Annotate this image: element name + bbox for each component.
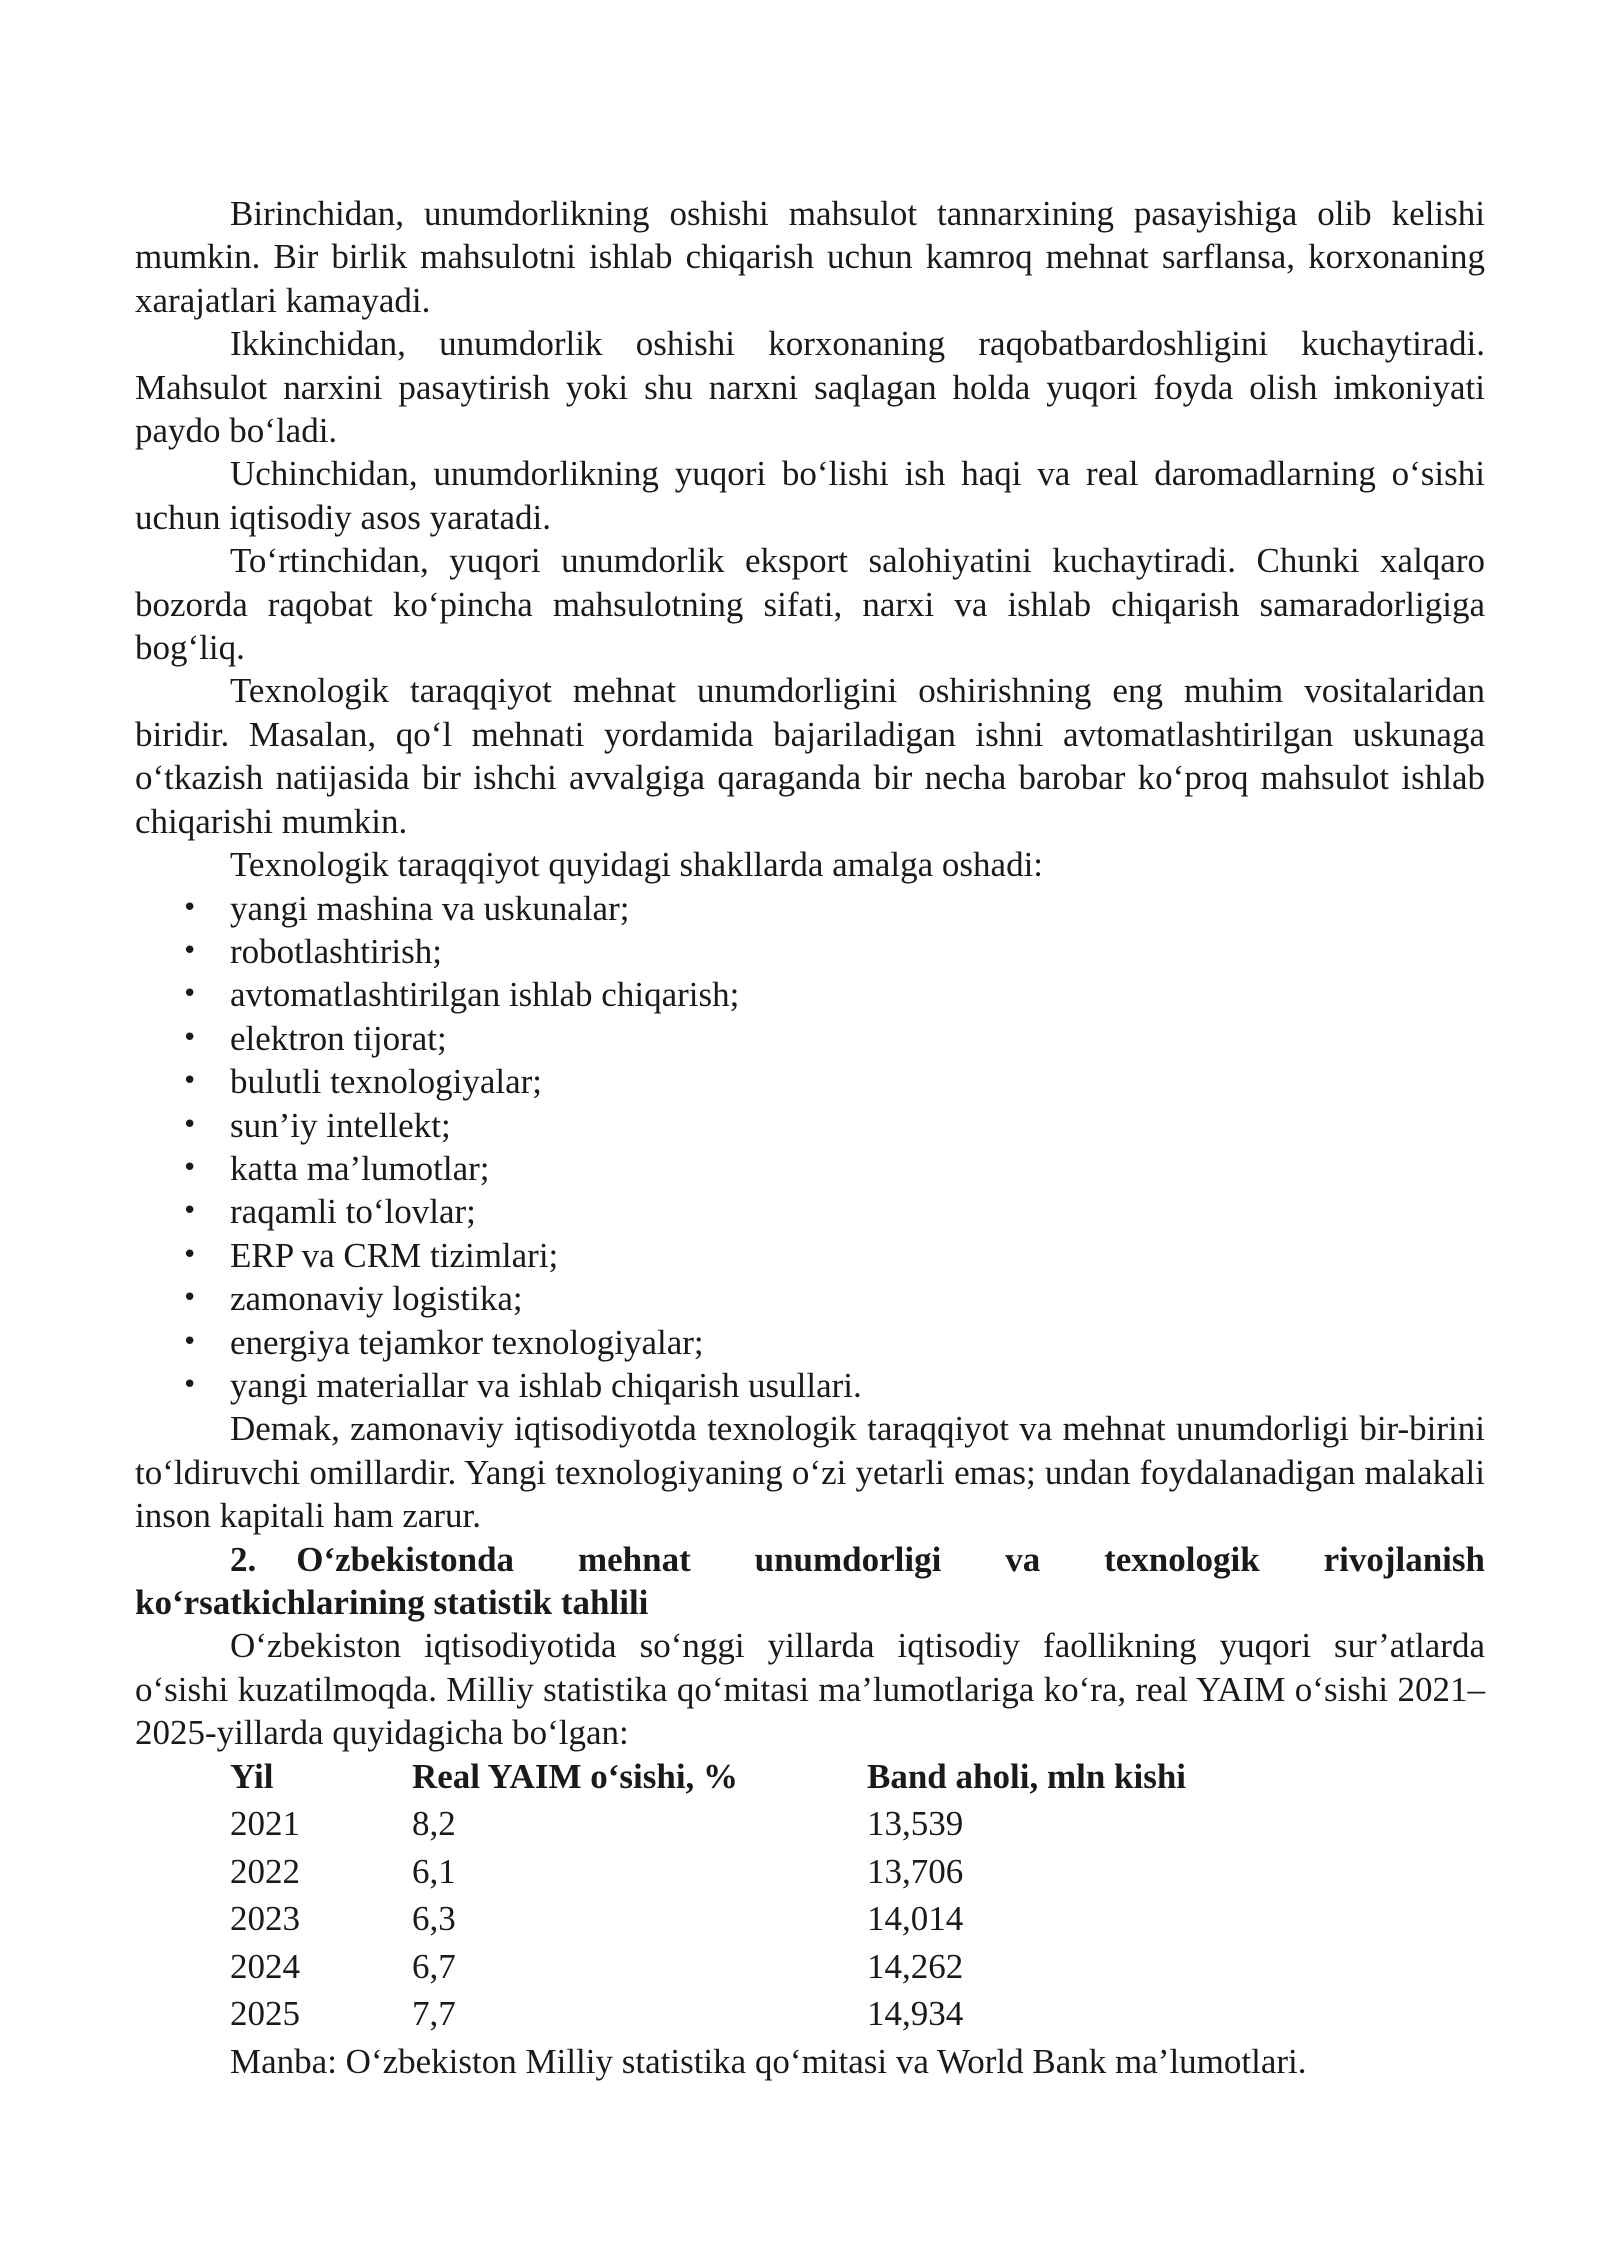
cell-gdp-growth: 8,2 (412, 1804, 456, 1844)
cell-gdp-growth: 7,7 (412, 1994, 456, 2034)
source-note: Manba: O‘zbekiston Milliy statistika qo‘mitasi va World Bank ma’lumotlari. (230, 2041, 1307, 2081)
cell-employed: 14,934 (867, 1994, 964, 2034)
list-item: • zamonaviy logistika; (135, 1277, 1485, 1320)
bullet-icon: • (182, 1283, 198, 1314)
cell-year: 2022 (230, 1851, 300, 1891)
list-item: • elektron tijorat; (135, 1017, 1485, 1060)
list-item: • sun’iy intellekt; (135, 1104, 1485, 1147)
list-item: • bulutli texnologiyalar; (135, 1060, 1485, 1103)
list-item: • ERP va CRM tizimlari; (135, 1234, 1485, 1277)
cell-year: 2025 (230, 1994, 300, 2034)
bullet-icon: • (182, 1109, 198, 1140)
paragraph-fourth-point: To‘rtinchidan, yuqori unumdorlik eksport salohiyatini kuchaytiradi. Chunki xalqaro bozorda raqobat ko‘pincha mahsulotning sifati, narxi va ishlab chiqarish samaradorligiga bog‘liq. (135, 541, 1485, 668)
section-heading (135, 1538, 1485, 1625)
table-row (230, 1897, 1367, 1945)
cell-employed: 13,706 (867, 1851, 964, 1891)
cell-gdp-growth: 6,1 (412, 1851, 456, 1891)
bullet-icon: • (182, 1239, 198, 1270)
table-header-row (230, 1755, 1367, 1803)
cell-gdp-growth: 6,3 (412, 1899, 456, 1939)
section-title: O‘zbekistonda mehnat unumdorligi va texnologik rivojlanish ko‘rsatkichlarining statistik tahlili (135, 1539, 1485, 1622)
document-page (135, 192, 1485, 2083)
list-item: • avtomatlashtirilgan ishlab chiqarish; (135, 973, 1485, 1016)
table-row (230, 1802, 1367, 1850)
bullet-icon: • (182, 1196, 198, 1227)
bullet-icon: • (182, 1152, 198, 1183)
bullet-icon: • (182, 935, 198, 966)
column-header-year: Yil (230, 1756, 274, 1796)
cell-year: 2021 (230, 1804, 300, 1844)
paragraph-list-intro: Texnologik taraqqiyot quyidagi shakllarda amalga oshadi: (230, 845, 1044, 885)
bullet-icon: • (182, 979, 198, 1010)
paragraph-second-point: Ikkinchidan, unumdorlik oshishi korxonaning raqobatbardoshligini kuchaytiradi. Mahsulot narxini pasaytirish yoki shu narxni saqlagan holda yuqori foyda olish imkoniyati paydo bo‘ladi. (135, 324, 1485, 451)
list-item: • raqamli to‘lovlar; (135, 1190, 1485, 1233)
list-item: • energiya tejamkor texnologiyalar; (135, 1321, 1485, 1364)
list-item: • yangi materiallar va ishlab chiqarish usullari. (135, 1364, 1485, 1407)
cell-employed: 13,539 (867, 1804, 964, 1844)
table-row (230, 1850, 1367, 1898)
section-number: 2. (230, 1539, 257, 1579)
cell-employed: 14,014 (867, 1899, 964, 1939)
list-item: • robotlashtirish; (135, 930, 1485, 973)
table-row (230, 1992, 1367, 2040)
bullet-icon: • (182, 1369, 198, 1400)
paragraph-first-point: Birinchidan, unumdorlikning oshishi mahsulot tannarxining pasayishiga olib kelishi mumkin. Bir birlik mahsulotni ishlab chiqarish uchun kamroq mehnat sarflansa, korxonaning xarajatlari kamayadi. (135, 194, 1485, 320)
bullet-icon: • (182, 1066, 198, 1097)
table-row (230, 1945, 1367, 1993)
bullet-icon: • (182, 892, 198, 923)
cell-gdp-growth: 6,7 (412, 1946, 456, 1986)
list-item: • katta ma’lumotlar; (135, 1147, 1485, 1190)
column-header-gdp-growth: Real YAIM o‘sishi, % (412, 1756, 739, 1796)
cell-employed: 14,262 (867, 1946, 964, 1986)
paragraph-technology: Texnologik taraqqiyot mehnat unumdorligini oshirishning eng muhim vositalaridan biridir. Masalan, qo‘l mehnati yordamida bajariladigan ishni avtomatlashtirilgan uskunaga o‘tkazish natijasida bir ishchi avvalgiga qaraganda bir necha barobar ko‘proq mahsulot ishlab chiqarishi mumkin. (135, 671, 1485, 841)
technology-forms-list (135, 887, 1485, 1408)
statistics-table (230, 1755, 1367, 2040)
cell-year: 2024 (230, 1946, 300, 1986)
paragraph-intro: O‘zbekiston iqtisodiyotida so‘nggi yillarda iqtisodiy faollikning yuqori sur’atlarda o‘sishi kuzatilmoqda. Milliy statistika qo‘mitasi ma’lumotlariga ko‘ra, real YAIM o‘sishi 2021–2025-yillarda quyidagicha bo‘lgan: (135, 1626, 1485, 1753)
bullet-icon: • (182, 1022, 198, 1053)
list-item: • yangi mashina va uskunalar; (135, 887, 1485, 930)
bullet-icon: • (182, 1326, 198, 1357)
paragraph-third-point: Uchinchidan, unumdorlikning yuqori bo‘lishi ish haqi va real daromadlarning o‘sishi uchun iqtisodiy asos yaratadi. (135, 454, 1485, 537)
column-header-employed: Band aholi, mln kishi (867, 1756, 1187, 1796)
paragraph-conclusion: Demak, zamonaviy iqtisodiyotda texnologik taraqqiyot va mehnat unumdorligi bir-birini to‘ldiruvchi omillardir. Yangi texnologiyaning o‘zi yetarli emas; undan foydalanadigan malakali inson kapitali ham zarur. (135, 1409, 1485, 1536)
cell-year: 2023 (230, 1899, 300, 1939)
